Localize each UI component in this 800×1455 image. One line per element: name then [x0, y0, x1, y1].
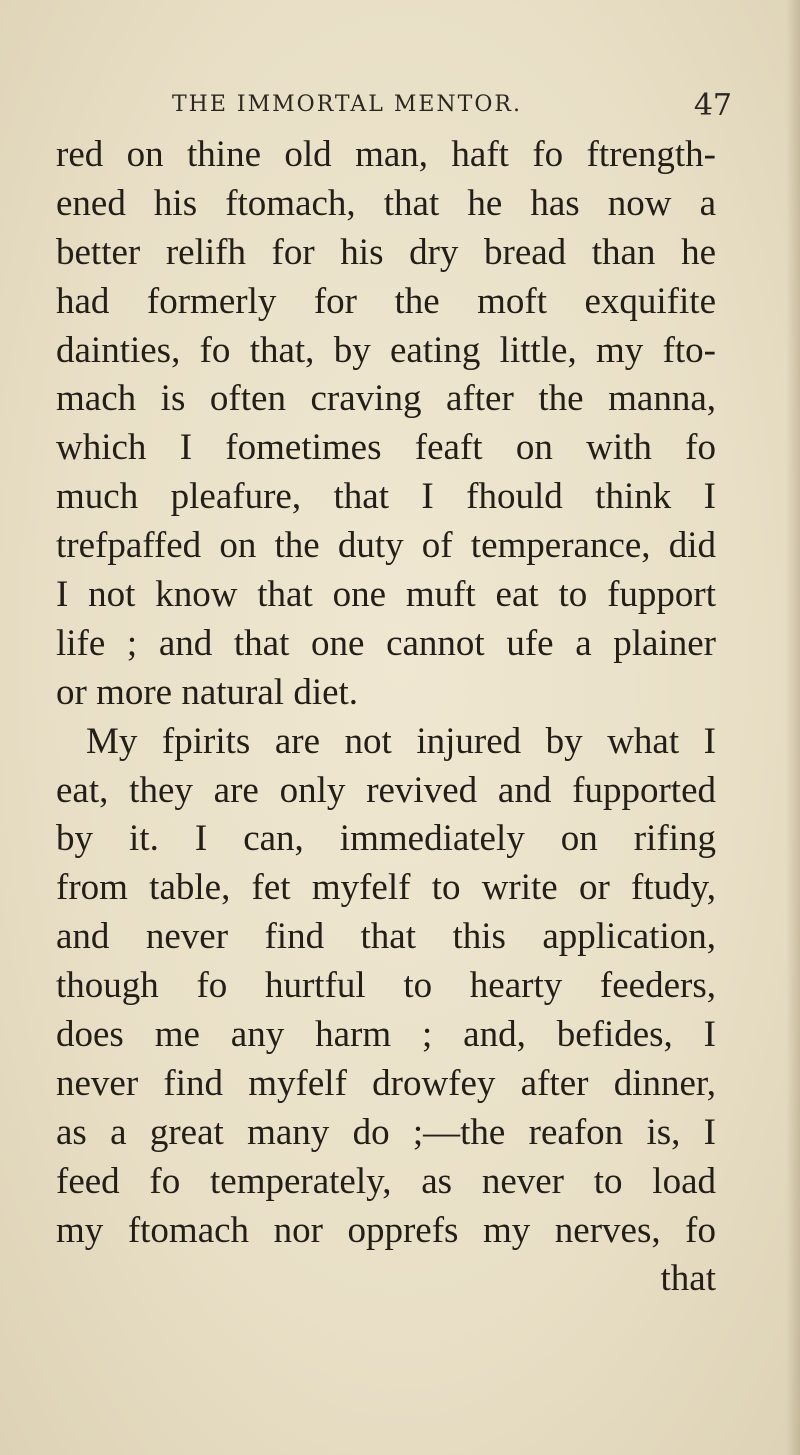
text-line: much pleafure, that I fhould think I — [56, 476, 716, 518]
text-line: life ; and that one cannot ufe a plainer — [56, 622, 716, 664]
text-line: from table, fet myfelf to write or ftudy, — [56, 867, 716, 909]
text-line: though fo hurtful to hearty feeders, — [56, 965, 716, 1007]
text-line: and never find that this application, — [56, 916, 716, 958]
text-line: or more natural diet. — [56, 671, 359, 713]
text-line: feed fo temperately, as never to load — [56, 1160, 716, 1202]
text-line: which I fometimes feaft on with fo — [56, 427, 716, 469]
text-line: dainties, fo that, by eating little, my fto- — [56, 329, 716, 371]
text-line: as a great many do ;—the reafon is, I — [56, 1111, 716, 1153]
text-line: better relifh for his dry bread than he — [56, 231, 716, 273]
page-edge-shadow — [786, 0, 800, 1455]
paragraph-start-line: My fpirits are not injured by what I — [86, 720, 716, 762]
text-line: I not know that one muft eat to fupport — [56, 574, 716, 616]
catchword: that — [660, 1258, 716, 1300]
text-line: does me any harm ; and, befides, I — [56, 1014, 716, 1056]
text-line: trefpaffed on the duty of temperance, did — [56, 525, 716, 567]
text-line: mach is often craving after the manna, — [56, 378, 716, 420]
text-line: never find myfelf drowfey after dinner, — [56, 1062, 716, 1104]
text-line: eat, they are only revived and fupported — [56, 769, 716, 811]
text-line: my ftomach nor opprefs my nerves, fo — [56, 1209, 716, 1251]
page-header — [172, 88, 732, 132]
page-number: 47 — [693, 88, 732, 123]
text-line: ened his ftomach, that he has now a — [56, 182, 716, 224]
text-line: red on thine old man, haft fo ftrength- — [56, 134, 716, 175]
body-text — [56, 131, 716, 1304]
running-title: THE IMMORTAL MENTOR. — [172, 92, 522, 117]
text-line: had formerly for the moft exquifite — [56, 280, 716, 322]
text-line: by it. I can, immediately on rifing — [56, 818, 716, 860]
